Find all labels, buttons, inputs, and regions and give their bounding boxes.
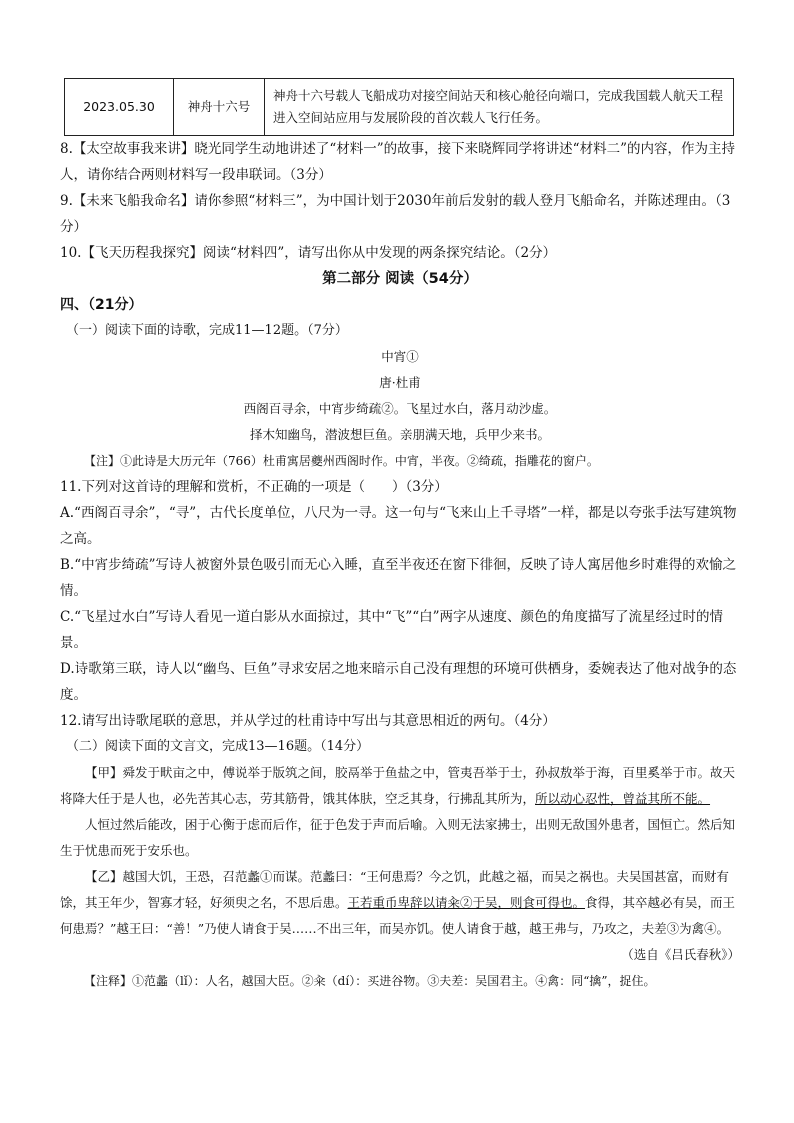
question-8: 8.【太空故事我来讲】晓光同学生动地讲述了“材料一”的故事，接下来晓辉同学将讲述“材料二”的内容，作为主持人，请你结合两则材料写一段串联词。（3分） [60,140,735,183]
passage-jia-paragraph-1 [60,760,740,812]
option-c: C.“飞星过水白”写诗人看见一道白影从水面掠过，其中“飞”“白”两字从速度、颜色的角度描写了流星经过时的情景。 [60,608,724,651]
passage-notes: 【注释】①范蠡（lǐ）：人名，越国大臣。②籴（dí）：买进谷物。③夫差：吴国君主。④禽：同“擒”，捉住。 [84,973,656,988]
part-two-heading: 第二部分 阅读（54分） [322,270,478,287]
passage-jia-text: 【甲】舜发于畎亩之中，傅说举于版筑之间，胶鬲举于鱼盐之中，管夷吾举于士，孙叔敖举于海，百里奚举于市。故天将降大任于是人也，必先苦其心志，劳其筋骨，饿其体肤，空乏其身，行拂乱其所为， [60,764,736,806]
option-b: B.“中宵步绮疏”写诗人被窗外景色吸引而无心入睡，直至半夜还在窗下徘徊，反映了诗人寓居他乡时难得的欢愉之情。 [60,556,737,599]
option-a: A.“西阁百寻余”，“寻”，古代长度单位，八尺为一寻。这一句与“飞来山上千寻塔”一样，都是以夸张手法写建筑物之高。 [60,504,737,547]
question-12: 12.请写出诗歌尾联的意思，并从学过的杜甫诗中写出与其意思相近的两句。（4分） [60,712,556,729]
timeline-table [64,78,734,136]
passage-jia-paragraph-2: 人恒过然后能改，困于心衡于虑而后作，征于色发于声而后喻。入则无法家拂士，出则无敌国外患者，国恒亡。然后知生于忧患而死于安乐也。 [60,816,736,858]
sub-section-two: （二）阅读下面的文言文，完成13—16题。（14分） [66,738,370,754]
option-d: D.诗歌第三联，诗人以“幽鸟、巨鱼”寻求安居之地来暗示自己没有理想的环境可供栖身，委婉表达了他对战争的态度。 [60,660,737,703]
poem-title: 中宵① [381,348,419,364]
poem-author: 唐·杜甫 [379,374,421,390]
table-row [65,79,734,136]
poem-line-2: 择木知幽鸟，潜波想巨鱼。亲朋满天地，兵甲少来书。 [249,426,550,442]
passage-source: （选自《吕氏春秋》） [621,946,740,962]
date-cell: 2023.05.30 [65,79,174,136]
passage-yi-underlined: 王若重币卑辞以请籴②于吴，则食可得也。 [347,894,586,910]
page [60,78,740,994]
passage-jia-underlined: 所以动心忍性，曾益其所不能。 [535,790,711,806]
question-11: 11.下列对这首诗的理解和赏析，不正确的一项是（ ）（3分） [60,478,448,495]
question-10: 10.【飞天历程我探究】阅读“材料四”，请写出你从中发现的两条探究结论。（2分） [60,244,557,261]
passage-yi-text-a: 【乙】越国大饥，王恐，召范蠡①而谋。范蠡曰：“王何患焉？今之饥，此越之福，而吴之祸也。夫吴国甚富，而财有馀，其王年少，智寡才轻，好须臾之名，不思后患。 [60,868,729,910]
poem-line-1: 西阁百寻余，中宵步绮疏②。飞星过水白，落月动沙虚。 [243,400,557,416]
question-9: 9.【未来飞船我命名】请你参照“材料三”，为中国计划于2030年前后发射的载人登月飞船命名，并陈述理由。（3分） [60,192,731,235]
desc-cell: 神舟十六号载人飞船成功对接空间站天和核心舱径向端口，完成我国载人航天工程进入空间站应用与发展阶段的首次载人飞行任务。 [265,79,734,136]
passage-yi-text-b: 食得，其卒越必有吴，而王何患焉？”越王曰：“善！”乃使人请食于吴……不出三年，而吴亦饥。使人请食于越，越王弗与，乃攻之，夫差③为禽④。 [60,894,736,936]
sub-section-one: （一）阅读下面的诗歌，完成11—12题。（7分） [66,322,348,338]
craft-cell: 神舟十六号 [174,79,265,136]
poem-note: 【注】①此诗是大历元年（766）杜甫寓居夔州西阁时作。中宵，半夜。②绮疏，指雕花的窗户。 [84,453,599,468]
section-four-heading: 四、（21分） [60,296,143,313]
passage-yi [60,864,740,942]
